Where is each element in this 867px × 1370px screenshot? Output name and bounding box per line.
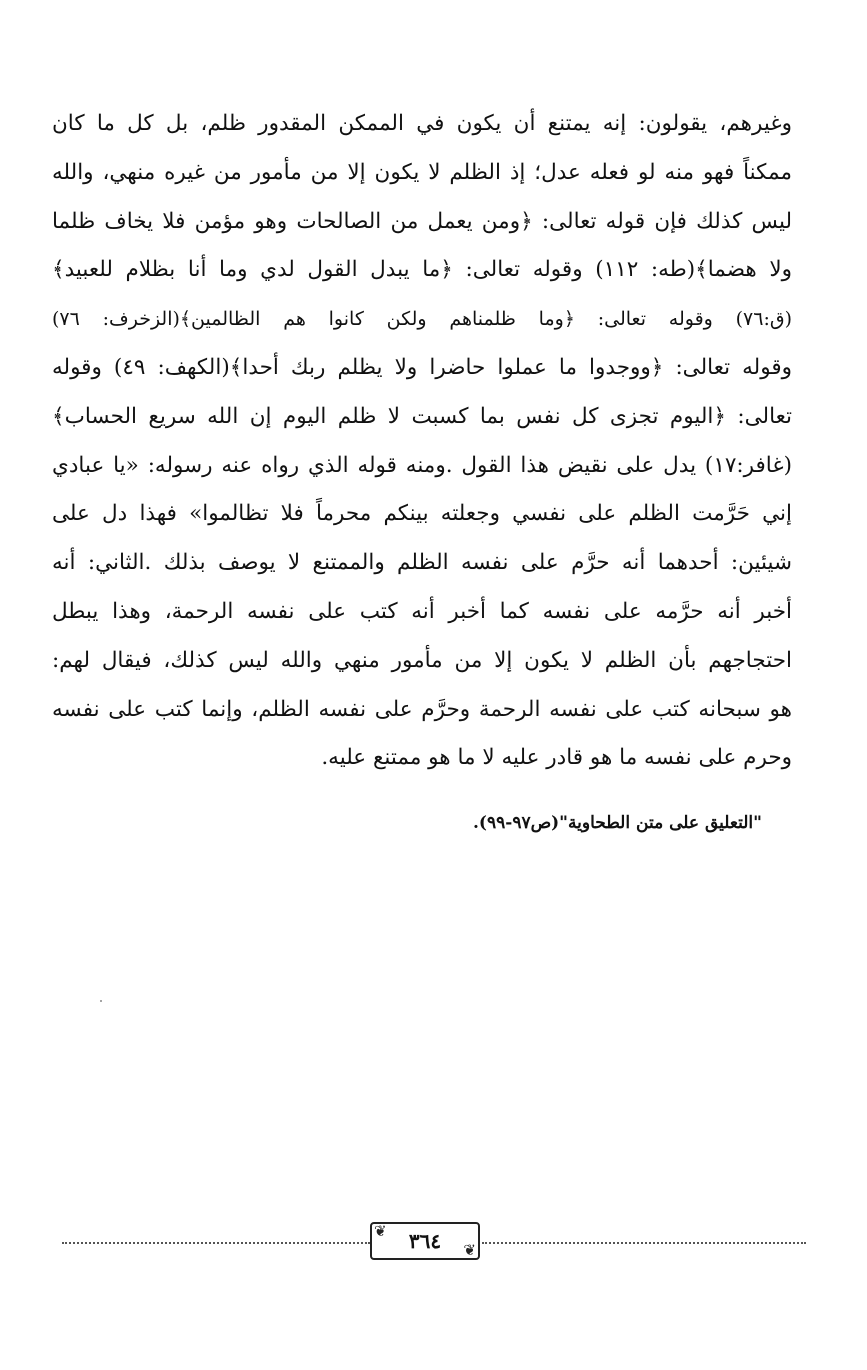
- text-line-7: تعالى: ﴿اليوم تجزى كل نفس بما كسبت لا ظلم اليوم إن الله سريع الحساب﴾: [52, 403, 792, 429]
- corner-ornament-icon: ❦: [374, 1222, 387, 1240]
- text-line-14: وحرم على نفسه ما هو قادر عليه لا ما هو ممتنع عليه.: [321, 745, 792, 771]
- text-line-5: (ق:٧٦) وقوله تعالى: ﴿وما ظلمناهم ولكن كانوا هم الظالمين﴾(الزخرف: ٧٦): [52, 308, 792, 331]
- scan-speck: [100, 1000, 102, 1002]
- page-number: ٣٦٤: [408, 1229, 442, 1253]
- text-line-8: (غافر:١٧) يدل على نقيض هذا القول .ومنه قوله الذي رواه عنه رسوله: «يا عبادي: [52, 452, 792, 478]
- text-line-6: وقوله تعالى: ﴿ووجدوا ما عملوا حاضرا ولا يظلم ربك أحدا﴾(الكهف: ٤٩) وقوله: [52, 354, 792, 380]
- text-line-11: أخبر أنه حرَّمه على نفسه كما أخبر أنه كتب على نفسه الرحمة، وهذا يبطل: [52, 598, 792, 624]
- footer-dotted-rule-left: [62, 1242, 370, 1244]
- source-citation: "التعليق على متن الطحاوية"(ص٩٧-٩٩).: [473, 813, 762, 833]
- page-number-frame: [370, 1222, 480, 1260]
- footer-dotted-rule-right: [482, 1242, 806, 1244]
- text-line-3: ليس كذلك فإن قوله تعالى: ﴿ومن يعمل من الصالحات وهو مؤمن فلا يخاف ظلما: [52, 208, 792, 234]
- text-line-13: هو سبحانه كتب على نفسه الرحمة وحرَّم على نفسه الظلم، وإنما كتب على نفسه: [52, 696, 792, 722]
- text-line-12: احتجاجهم بأن الظلم لا يكون إلا من مأمور منهي والله ليس كذلك، فيقال لهم:: [52, 647, 792, 673]
- text-line-10: شيئين: أحدهما أنه حرَّم على نفسه الظلم والممتنع لا يوصف بذلك .الثاني: أنه: [52, 550, 792, 576]
- text-line-2: ممكناً فهو منه لو فعله عدل؛ إذ الظلم لا يكون إلا من مأمور من غيره منهي، والله: [52, 159, 792, 185]
- text-line-1: وغيرهم، يقولون: إنه يمتنع أن يكون في الممكن المقدور ظلم، بل كل ما كان: [52, 111, 792, 136]
- corner-ornament-icon: ❦: [463, 1241, 476, 1259]
- text-line-4: ولا هضما﴾(طه: ١١٢) وقوله تعالى: ﴿ما يبدل القول لدي وما أنا بظلام للعبيد﴾: [52, 257, 792, 283]
- main-text: [52, 100, 792, 783]
- text-line-9: إني حَرَّمت الظلم على نفسي وجعلته بينكم محرماً فلا تظالموا» فهذا دل على: [52, 501, 792, 527]
